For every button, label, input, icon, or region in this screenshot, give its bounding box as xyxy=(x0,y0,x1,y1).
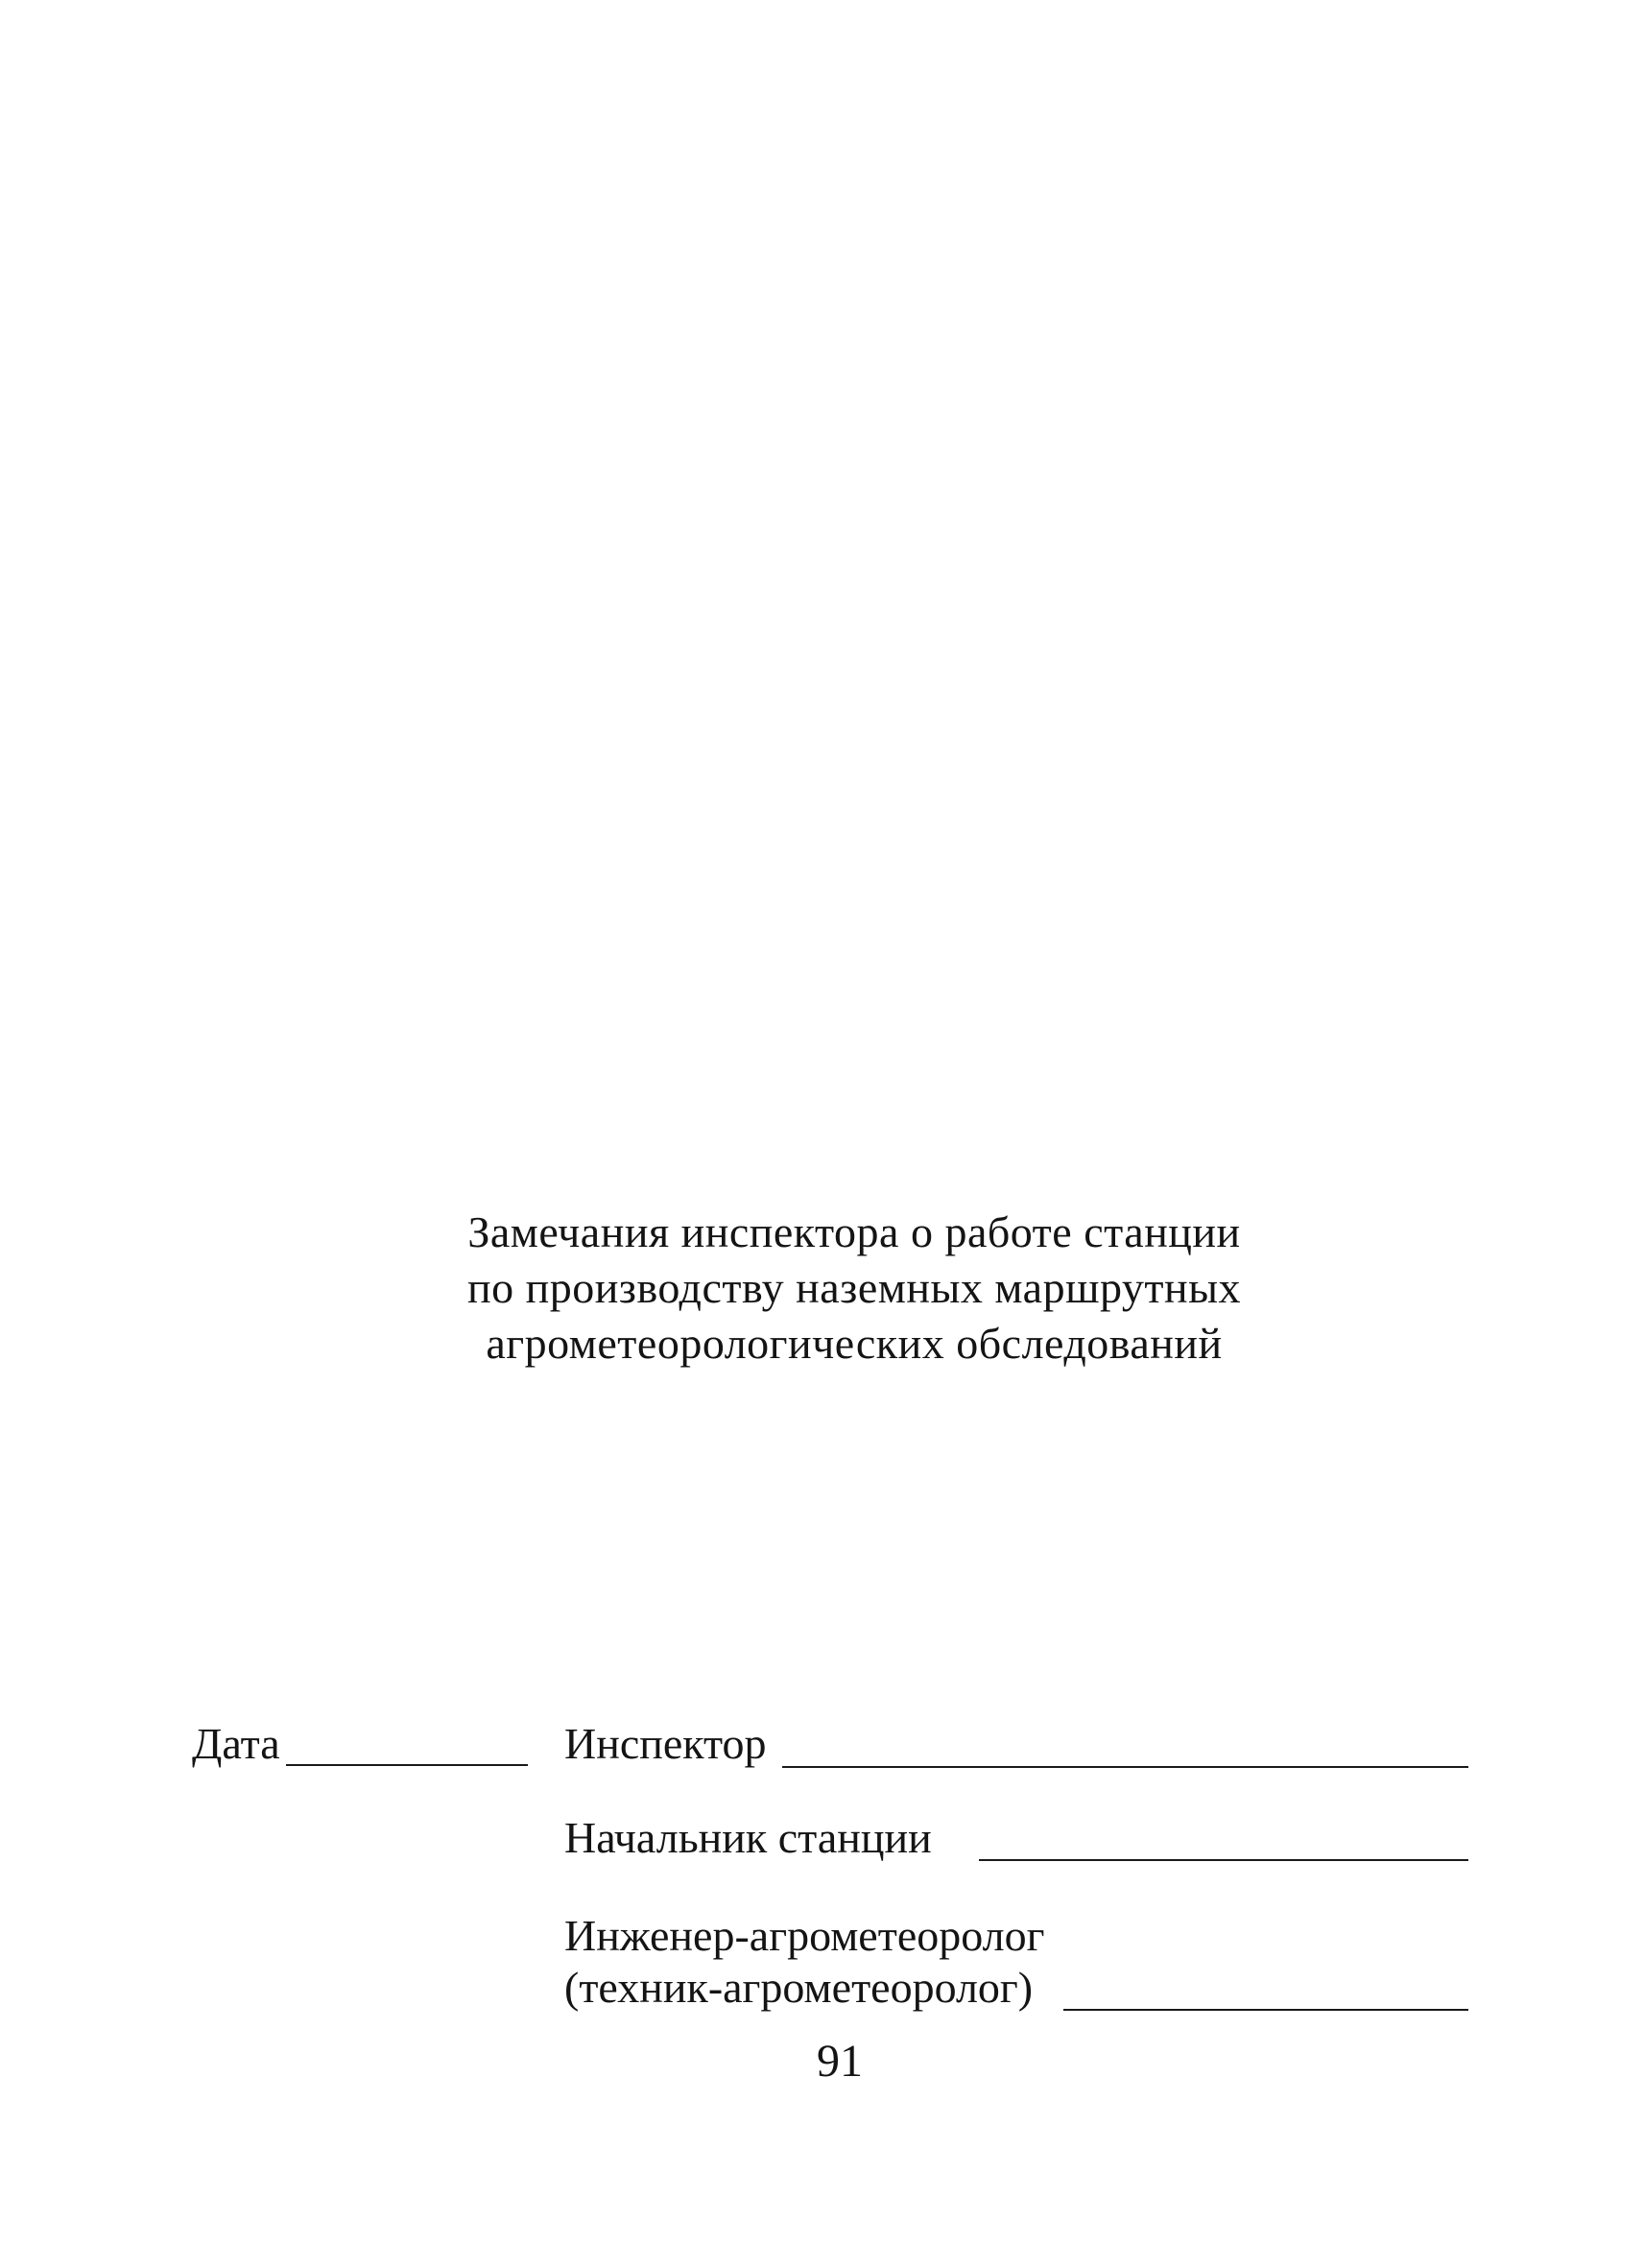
station-head-signature-line[interactable] xyxy=(979,1859,1468,1861)
engineer-label: Инженер-агрометеоролог xyxy=(564,1911,1045,1960)
technician-label: (техник-агрометеоролог) xyxy=(564,1963,1034,2012)
page-number: 91 xyxy=(817,2036,863,2087)
inspector-label: Инспектор xyxy=(564,1719,767,1768)
heading-line-3: агрометеорологических обследований xyxy=(486,1319,1223,1368)
date-label: Дата xyxy=(192,1719,280,1768)
date-field-line[interactable] xyxy=(286,1764,528,1766)
heading-line-1: Замечания инспектора о работе станции xyxy=(467,1207,1241,1256)
inspector-signature-line[interactable] xyxy=(782,1766,1468,1768)
engineer-signature-line[interactable] xyxy=(1063,2009,1468,2011)
remarks-heading xyxy=(345,1205,1363,1372)
heading-line-2: по производству наземных маршрутных xyxy=(466,1263,1242,1312)
station-head-label: Начальник станции xyxy=(564,1813,932,1862)
